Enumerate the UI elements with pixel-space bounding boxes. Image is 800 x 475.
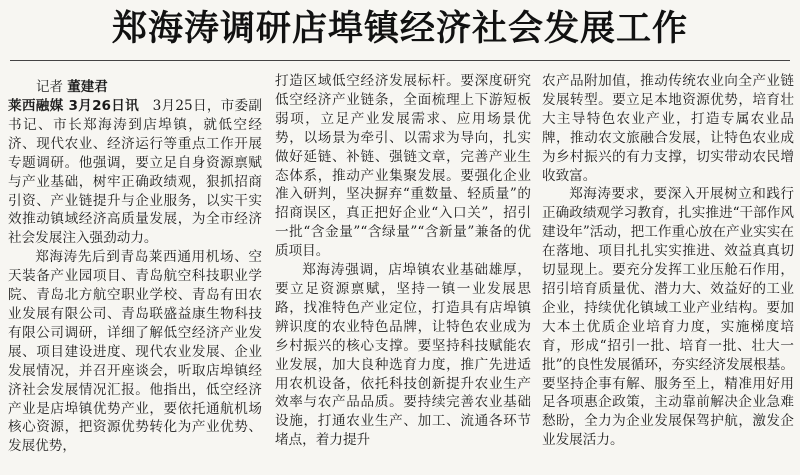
dateline: 莱西融媒 3月26日讯 <box>8 98 139 114</box>
byline-name: 董建君 <box>67 79 108 95</box>
headline-rule <box>10 60 790 61</box>
article-paragraph: 郑海涛强调，店埠镇农业基础雄厚，要立足资源禀赋，坚持一镇一业发展思路，找准特色产业定位，打造具有店埠镇辨识度的农业特色品牌，让特色农业成为乡村振兴的核心支撑。要坚持科技赋能农业发展，加大良种选育力度，推广先进适用农机设备，依托科技创新提升农业生产效率与农产品品质。要持续完善农业基础设施，打通农业生产、加工、流通各环节堵点，着力提升 <box>275 262 531 449</box>
paragraph-text: 3月25日，市委副书记、市长郑海涛到店埠镇，就低空经济、现代农业、经济运行等重点工作开展专题调研。他强调，要立足自身资源禀赋与产业基础，树牢正确政绩观，狠抓招商引资、产业链提升与企业服务，以实干实效推动镇域经济高质量发展，为全市经济社会发展注入强劲动力。 <box>8 98 262 247</box>
article-column-2 <box>275 72 531 469</box>
article-paragraph: 郑海涛先后到青岛莱西通用机场、空天装备产业园项目、青岛航空科技职业学院、青岛北方航空职业学校、青岛有田农业发展有限公司、青岛联盛益康生物科技有限公司调研，详细了解低空经济产业发展、项目建设进度、现代农业发展、企业发展情况，并召开座谈会，听取店埠镇经济社会发展情况汇报。他指出，低空经济产业是店埠镇优势产业，要依托通航机场核心资源，把资源优势转化为产业优势、发展优势， <box>8 249 262 455</box>
article-column-3 <box>542 72 794 469</box>
byline-label: 记者 <box>36 79 63 95</box>
headline: 郑海涛调研店埠镇经济社会发展工作 <box>111 9 688 49</box>
article-paragraph: 打造区域低空经济发展标杆。要深度研究低空经济产业链条，全面梳理上下游短板弱项，立足产业发展需求、应用场景优势，以场景为牵引、以需求为导向，扎实做好延链、补链、强链文章，完善产业生态体系，推动产业集聚发展。要强化企业准入研判，坚决摒弃“重数量、轻质量”的招商误区，真正把好企业“入口关”，招引一批“含金量”“含绿量”“含新量”兼备的优质项目。 <box>275 73 531 260</box>
article-paragraph <box>8 97 262 248</box>
article-paragraph: 农产品附加值，推动传统农业向全产业链发展转型。要立足本地资源优势，培育壮大主导特色农业产业，打造专属农业品牌，推动农文旅融合发展，让特色农业成为乡村振兴的有力支撑，切实带动农民增收致富。 <box>542 73 794 184</box>
byline <box>36 78 262 97</box>
article-column-1 <box>8 78 262 475</box>
article-paragraph: 郑海涛要求，要深入开展树立和践行正确政绩观学习教育，扎实推进“干部作风建设年”活动，把工作重心放在产业实实在在落地、项目扎扎实实推进、效益真真切切显现上。要充分发挥工业压舱石作用，招引培育质量优、潜力大、效益好的工业企业，持续优化镇域工业产业结构。要加大本土优质企业培育力度，实施梯度培育，形成“招引一批、培育一批、壮大一批”的良性发展循环，夯实经济发展根基。要坚持企事有解、服务至上，精准用好用足各项惠企政策，主动靠前解决企业急难愁盼，全力为企业发展保驾护航，激发企业发展活力。 <box>542 186 794 449</box>
